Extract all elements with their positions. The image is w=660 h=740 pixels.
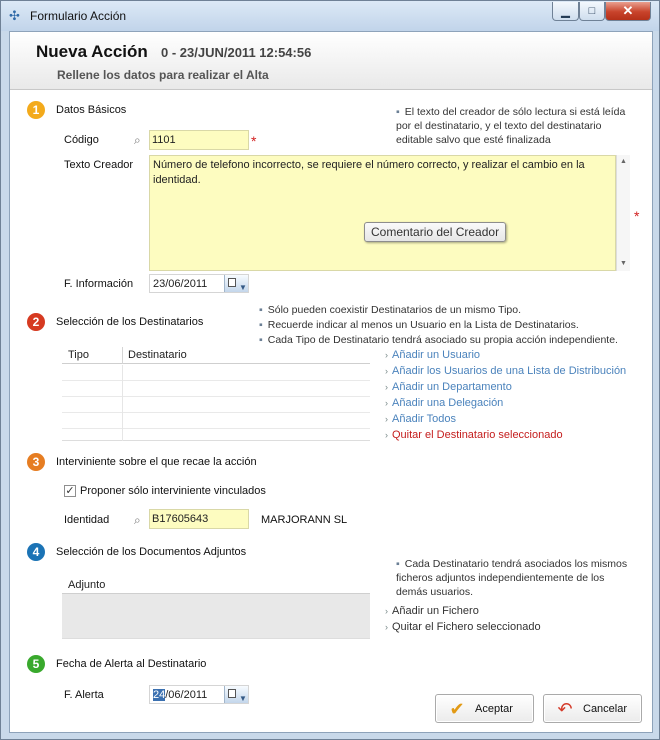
page-title: Nueva Acción	[36, 42, 148, 61]
identidad-name: MARJORANN SL	[261, 514, 348, 526]
note-bullet-icon: ▪	[259, 304, 263, 316]
form-content	[9, 31, 653, 733]
cancel-button-label: Cancelar	[583, 702, 628, 715]
table-row[interactable]	[62, 381, 370, 397]
step-2-icon: 2	[27, 313, 45, 331]
calendar-dropdown-button[interactable]	[224, 275, 248, 292]
link-bullet-icon: ›	[385, 430, 388, 440]
section-adjuntos-title: Selección de los Documentos Adjuntos	[56, 546, 247, 558]
cancel-button[interactable]	[543, 694, 642, 723]
checkmark-icon: ✓	[65, 485, 75, 497]
chevron-down-icon: ▼	[239, 694, 247, 703]
column-divider	[122, 347, 123, 364]
note-bullet-icon: ▪	[396, 558, 400, 570]
page-subtitle: Rellene los datos para realizar el Alta	[57, 68, 269, 82]
remove-recipient-link[interactable]: › Quitar el Destinatario seleccionado	[385, 429, 563, 441]
destinatarios-grid-header	[62, 347, 370, 364]
texto-required-mark: *	[634, 208, 640, 224]
link-bullet-icon: ›	[385, 622, 388, 632]
table-row[interactable]	[62, 397, 370, 413]
add-delegation-link[interactable]: › Añadir una Delegación	[385, 397, 504, 409]
destinatarios-grid[interactable]	[62, 347, 370, 441]
adjuntos-note: ▪ Cada Destinatario tendrá asociados los mismos ficheros adjuntos independientemente de los demás usuarios.	[396, 558, 628, 598]
link-bullet-icon: ›	[385, 382, 388, 392]
destinatarios-note-1: ▪ Sólo pueden coexistir Destinatarios de un mismo Tipo.	[259, 304, 522, 316]
add-file-link[interactable]: › Añadir un Fichero	[385, 605, 479, 617]
section-destinatarios-title: Selección de los Destinatarios	[56, 316, 204, 328]
section-alerta-title: Fecha de Alerta al Destinatario	[56, 658, 207, 670]
back-arrow-icon: ↶	[557, 698, 573, 719]
codigo-label: Código	[64, 134, 99, 146]
title-bar[interactable]	[1, 1, 659, 31]
step-1-icon: 1	[27, 101, 45, 119]
destinatarios-note-2: ▪ Recuerde indicar al menos un Usuario en la Lista de Destinatarios.	[259, 319, 579, 331]
identidad-field[interactable]: B17605643	[149, 509, 249, 529]
step-4-icon: 4	[27, 543, 45, 561]
fecha-alerta-rest: /06/2011	[165, 689, 208, 701]
texto-creador-label: Texto Creador	[64, 159, 134, 171]
codigo-required-mark: *	[251, 133, 257, 149]
column-header-destinatario[interactable]: Destinatario	[128, 349, 187, 361]
link-bullet-icon: ›	[385, 350, 388, 360]
section-basic-title: Datos Básicos	[56, 104, 127, 116]
checkmark-icon: ✔	[449, 698, 465, 719]
step-3-icon: 3	[27, 453, 45, 471]
minimize-button[interactable]: ▁	[552, 2, 579, 21]
fecha-alerta-day-selected[interactable]: 24	[153, 689, 166, 701]
scroll-down-icon[interactable]: ▼	[620, 260, 627, 267]
app-icon: ✣	[9, 8, 20, 23]
scroll-up-icon[interactable]: ▲	[620, 158, 627, 165]
fecha-informacion-field[interactable]	[149, 274, 249, 293]
maximize-button[interactable]: □	[579, 2, 605, 21]
accept-button-label: Aceptar	[475, 702, 513, 715]
search-icon[interactable]: ⌕	[134, 133, 141, 147]
fecha-alerta-label: F. Alerta	[64, 689, 104, 701]
adjuntos-grid-header	[62, 577, 370, 594]
link-bullet-icon: ›	[385, 398, 388, 408]
checkbox-vinculados[interactable]	[64, 485, 76, 497]
add-user-link[interactable]: › Añadir un Usuario	[385, 349, 481, 361]
column-header-adjunto[interactable]: Adjunto	[68, 579, 106, 591]
add-distribution-list-link[interactable]: › Añadir los Usuarios de una Lista de Distribución	[385, 365, 627, 377]
calendar-icon	[228, 689, 236, 698]
link-bullet-icon: ›	[385, 606, 388, 616]
fecha-informacion-value: 23/06/2011	[153, 278, 208, 290]
codigo-field[interactable]: 1101	[149, 130, 249, 150]
texto-creador-scrollbar[interactable]	[616, 155, 630, 271]
checkbox-vinculados-label: Proponer sólo interviniente vinculados	[80, 485, 266, 497]
table-row[interactable]	[62, 365, 370, 381]
remove-file-link[interactable]: › Quitar el Fichero seleccionado	[385, 621, 541, 633]
destinatarios-note-3: ▪ Cada Tipo de Destinatario tendrá asociado su propia acción independiente.	[259, 334, 618, 346]
texto-creador-field[interactable]: Número de telefono incorrecto, se requiere el número correcto, y realizar el cambio en la identidad.	[149, 155, 616, 271]
search-icon[interactable]: ⌕	[134, 513, 141, 527]
basic-note-text: El texto del creador de sólo lectura si está leída por el destinatario, y el texto del destinatario editable salvo que esté finalizada	[396, 106, 626, 146]
form-header	[10, 32, 652, 90]
step-5-icon: 5	[27, 655, 45, 673]
accept-button[interactable]	[435, 694, 534, 723]
link-bullet-icon: ›	[385, 366, 388, 376]
table-row[interactable]	[62, 413, 370, 429]
note-bullet-icon: ▪	[259, 334, 263, 346]
fecha-alerta-field[interactable]	[149, 685, 249, 704]
note-bullet-icon: ▪	[396, 106, 400, 118]
add-department-link[interactable]: › Añadir un Departamento	[385, 381, 512, 393]
fecha-informacion-label: F. Información	[64, 278, 134, 290]
close-button[interactable]: ✕	[605, 2, 651, 21]
action-meta: 0 - 23/JUN/2011 12:54:56	[161, 45, 312, 60]
window-title: Formulario Acción	[30, 9, 127, 23]
basic-note	[396, 105, 636, 147]
note-bullet-icon: ▪	[259, 319, 263, 331]
calendar-icon	[228, 278, 236, 287]
adjuntos-grid[interactable]	[62, 577, 370, 639]
link-bullet-icon: ›	[385, 414, 388, 424]
identidad-label: Identidad	[64, 514, 110, 526]
chevron-down-icon: ▼	[239, 283, 247, 292]
column-divider	[122, 365, 123, 441]
add-all-link[interactable]: › Añadir Todos	[385, 413, 457, 425]
column-header-tipo[interactable]: Tipo	[68, 349, 89, 361]
calendar-dropdown-button[interactable]	[224, 686, 248, 703]
section-interviniente-title: Interviniente sobre el que recae la acción	[56, 456, 257, 468]
creator-comment-tooltip: Comentario del Creador	[364, 222, 506, 242]
